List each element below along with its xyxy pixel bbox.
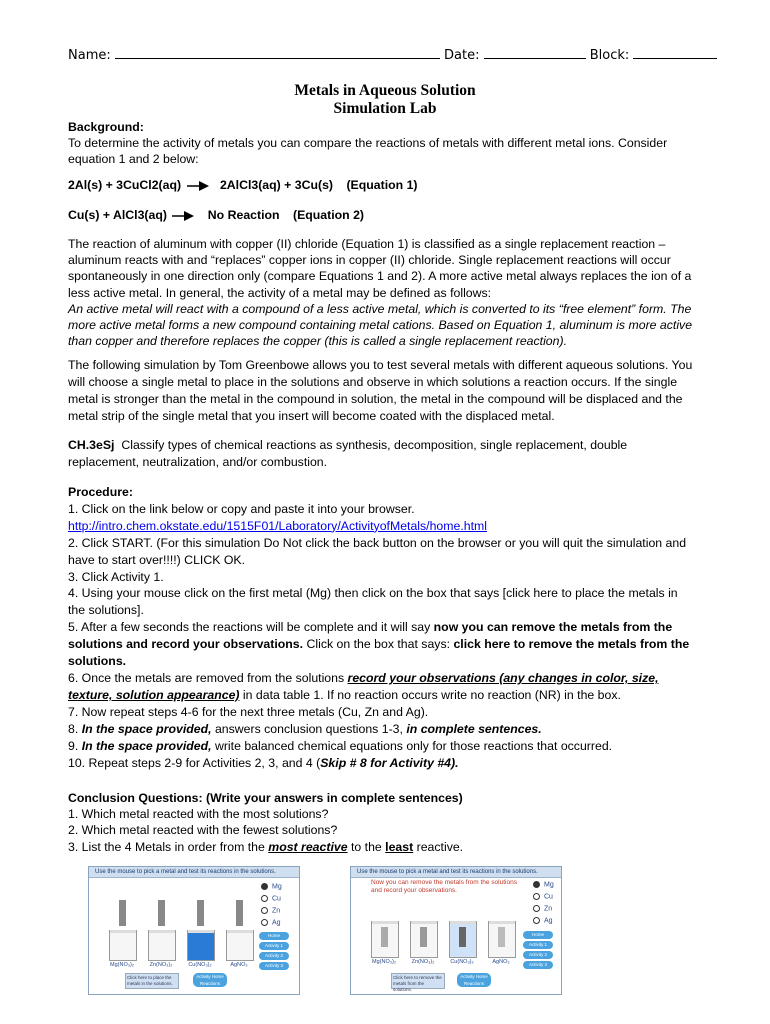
sim-activity-button[interactable]: Activity 2	[259, 952, 289, 960]
beaker	[488, 921, 516, 958]
sim-home-reactions-button[interactable]: Activity Home Reactions	[193, 973, 227, 987]
eq1-products: 2AlCl3(aq) + 3Cu(s)	[219, 178, 334, 192]
beaker	[410, 921, 438, 958]
step-5: 5. After a few seconds the reactions will be complete and it will say now you can remove the metals from the solutions and record your observations. Click on the box that says: click here to remove the metals from the solutions.	[68, 620, 690, 669]
reaction-paragraph: The reaction of aluminum with copper (II) chloride (Equation 1) is classified as a single replacement reaction – aluminum reacts with and “replaces” copper ions in copper (II) chloride. Single replacement reactions will occur spontaneously in one direction only (compare Equations 1 and 2). A more active metal always replaces the ion of a less active metal. In general, the activity of a metal may be defined as follows:	[68, 237, 692, 300]
beaker	[109, 930, 137, 961]
conclusion-section	[68, 790, 698, 855]
sim-info-box[interactable]: Click here to place the metals in the solutions.	[125, 973, 179, 989]
beaker	[449, 921, 477, 958]
metal-option-cu[interactable]: Cu	[533, 893, 553, 900]
background-heading: Background:	[68, 120, 144, 134]
radio-icon	[533, 905, 540, 912]
date-field[interactable]	[484, 46, 586, 59]
step-4: 4. Using your mouse click on the first metal (Mg) then click on the box that says [click here to place the metals in the solutions].	[68, 586, 678, 618]
sim-activity-button[interactable]: Activity 3	[523, 961, 553, 969]
sim-status-message: Now you can remove the metals from the solutions and record your observations.	[371, 879, 517, 894]
student-info-line	[68, 46, 717, 63]
background-intro: To determine the activity of metals you can compare the reactions of metals with different metal ions. Consider equation 1 and 2 below:	[68, 136, 668, 167]
beaker-label: Mg(NO₃)₂	[372, 959, 396, 965]
radio-icon	[533, 893, 540, 900]
beaker	[187, 930, 215, 961]
radio-icon	[261, 919, 268, 926]
beaker	[148, 930, 176, 961]
standard-code: CH.3eSj	[68, 438, 115, 452]
beaker-label: AgNO₃	[492, 959, 510, 965]
title-line-1: Metals in Aqueous Solution	[294, 82, 476, 99]
procedure-section	[68, 484, 698, 771]
metal-option-zn[interactable]: Zn	[261, 907, 280, 914]
step-10: 10. Repeat steps 2-9 for Activities 2, 3, and 4 (Skip # 8 for Activity #4).	[68, 755, 459, 770]
radio-icon	[261, 907, 268, 914]
step-3: 3. Click Activity 1.	[68, 569, 164, 584]
date-label: Date:	[444, 48, 480, 63]
question-1: 1. Which metal reacted with the most solutions?	[68, 807, 329, 822]
background-section	[68, 119, 698, 168]
step-8: 8. In the space provided, answers conclusion questions 1-3, in complete sentences.	[68, 721, 542, 736]
equation-2	[68, 208, 364, 222]
conclusion-heading: Conclusion Questions: (Write your answers in complete sentences)	[68, 791, 463, 805]
step-9: 9. In the space provided, write balanced chemical equations only for those reactions that occurred.	[68, 738, 613, 753]
simulation-screenshot-left	[88, 866, 300, 995]
question-2: 2. Which metal reacted with the fewest solutions?	[68, 823, 338, 838]
page-title	[0, 82, 770, 118]
simulation-link[interactable]: http://intro.chem.okstate.edu/1515F01/Laboratory/ActivityofMetals/home.html	[68, 518, 487, 533]
metal-option-mg[interactable]: Mg	[533, 881, 554, 888]
standard-text: Classify types of chemical reactions as synthesis, decomposition, single replacement, double replacement, neutralization, and/or combustion.	[68, 438, 628, 469]
standard	[68, 437, 698, 471]
metal-strip	[119, 900, 126, 926]
block-field[interactable]	[633, 46, 717, 59]
eq2-tag: (Equation 2)	[292, 208, 365, 222]
beaker-label: Cu(NO₃)₂	[188, 962, 212, 968]
sim-home-button[interactable]: Home	[523, 931, 553, 939]
metal-strip	[197, 900, 204, 926]
radio-icon	[261, 895, 268, 902]
block-label: Block:	[589, 48, 630, 63]
radio-icon	[533, 917, 540, 924]
beaker	[371, 921, 399, 958]
metal-strip	[158, 900, 165, 926]
metal-option-ag[interactable]: Ag	[261, 919, 281, 926]
sim-instruction-bar: Use the mouse to pick a metal and test its reactions in the solutions.	[351, 867, 561, 878]
radio-icon	[261, 883, 268, 890]
procedure-heading: Procedure:	[68, 485, 133, 499]
metal-option-cu[interactable]: Cu	[261, 895, 281, 902]
sim-home-reactions-button[interactable]: Activity Home Reactions	[457, 973, 491, 987]
beaker-label: Zn(NO₃)₂	[149, 962, 173, 968]
eq1-reactants: 2Al(s) + 3CuCl2(aq)	[68, 178, 182, 192]
radio-icon	[533, 881, 540, 888]
step-7: 7. Now repeat steps 4-6 for the next three metals (Cu, Zn and Ag).	[68, 704, 429, 719]
sim-home-button[interactable]: Home	[259, 932, 289, 940]
beaker-label: Mg(NO₃)₂	[110, 962, 134, 968]
sim-activity-button[interactable]: Activity 1	[259, 942, 289, 950]
arrow-icon	[187, 181, 209, 191]
step-2: 2. Click START. (For this simulation Do Not click the back button on the browser or you will quit the simulation and have to start over!!!!) CLICK OK.	[68, 535, 687, 567]
simulation-screenshot-right	[350, 866, 562, 995]
active-metal-definition: An active metal will react with a compound of a less active metal, which is converted to its “free element” form. The more active metal forms a new compound containing metal cations. Based on Equation 1, aluminum is more active than copper and therefore replaces the copper (this is called a single replacement reaction).	[68, 301, 693, 349]
sim-activity-button[interactable]: Activity 3	[259, 962, 289, 970]
simulation-paragraph: The following simulation by Tom Greenbowe allows you to test several metals with different aqueous solutions. You will choose a single metal to place in the solutions and observe in which solutions a reaction occurs. If the single metal is stronger than the metal in the compound in solution, the metal in the compound will be displaced and the metal strip of the single metal that you insert will become coated with the displaced metal.	[68, 358, 693, 423]
sim-instruction-bar: Use the mouse to pick a metal and test its reactions in the solutions.	[89, 867, 299, 878]
metal-option-ag[interactable]: Ag	[533, 917, 553, 924]
eq2-products: No Reaction	[207, 208, 280, 222]
sim-activity-button[interactable]: Activity 2	[523, 951, 553, 959]
eq2-reactants: Cu(s) + AlCl3(aq)	[68, 208, 167, 222]
step-6: 6. Once the metals are removed from the solutions record your observations (any changes in color, size, texture, solution appearance) in data table 1. If no reaction occurs write no reaction (NR) in the box.	[68, 670, 659, 702]
metal-option-mg[interactable]: Mg	[261, 883, 282, 890]
beaker-label: Zn(NO₃)₂	[411, 959, 435, 965]
title-line-2: Simulation Lab	[333, 100, 437, 117]
equation-1	[68, 178, 418, 192]
sim-info-box[interactable]: Click here to remove the metals from the solutions.	[391, 973, 445, 989]
beaker-label: AgNO₃	[230, 962, 248, 968]
question-3: 3. List the 4 Metals in order from the most reactive to the least reactive.	[68, 839, 464, 854]
simulation-intro	[68, 357, 698, 425]
beaker-label: Cu(NO₃)₂	[450, 959, 474, 965]
eq1-tag: (Equation 1)	[346, 178, 418, 192]
metal-strip	[236, 900, 243, 926]
name-label: Name:	[68, 48, 111, 63]
metal-option-zn[interactable]: Zn	[533, 905, 552, 912]
beaker	[226, 930, 254, 961]
name-field[interactable]	[115, 46, 440, 59]
activity-explanation	[68, 236, 698, 349]
step-1: 1. Click on the link below or copy and paste it into your browser.	[68, 501, 415, 516]
arrow-icon	[172, 211, 194, 221]
sim-activity-button[interactable]: Activity 1	[523, 941, 553, 949]
